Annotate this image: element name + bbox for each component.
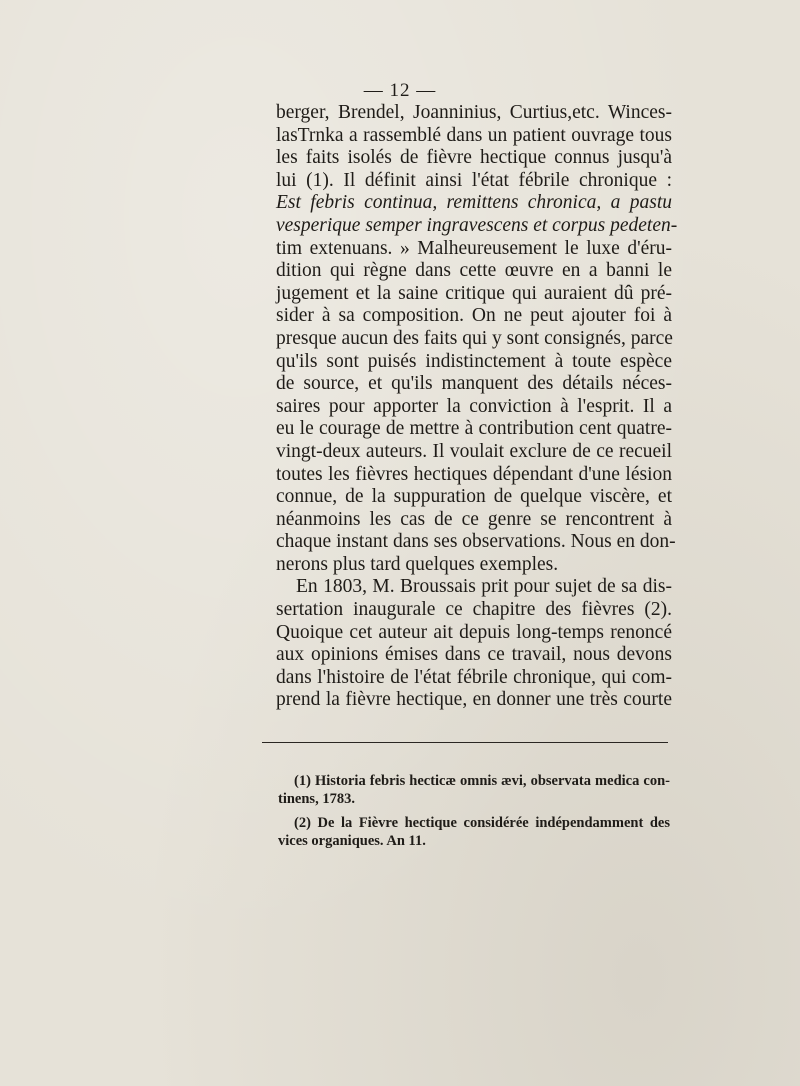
text-line: vingt-deux auteurs. Il voulait exclure de ce recueil <box>276 440 672 462</box>
text-line: sider à sa composition. On ne peut ajouter foi à <box>276 305 672 327</box>
text-line: En 1803, M. Broussais prit pour sujet de sa dis- <box>296 576 672 598</box>
text-line: eu le courage de mettre à contribution cent quatre- <box>276 418 672 440</box>
latin-quote-line: vesperique semper ingravescens et corpus pedeten- <box>276 214 678 236</box>
text-line: de source, et qu'ils manquent des détails néces- <box>276 373 672 395</box>
text-line: jugement et la saine critique qui auraient dû pré- <box>276 282 672 304</box>
text-line: connue, de la suppuration de quelque viscère, et <box>276 486 672 508</box>
footnote-1-continued: tinens, 1783. <box>278 791 355 807</box>
text-line: aux opinions émises dans ce travail, nous devons <box>276 644 672 666</box>
text-line: nerons plus tard quelques exemples. <box>276 553 559 575</box>
text-line: prend la fièvre hectique, en donner une très courte <box>276 689 672 711</box>
text-line: néanmoins les cas de ce genre se rencontrent à <box>276 508 672 530</box>
text-line: dans l'histoire de l'état fébrile chronique, qui com- <box>276 666 672 688</box>
text-line: saires pour apporter la conviction à l'esprit. Il a <box>276 395 672 417</box>
text-line: presque aucun des faits qui y sont consignés, parce <box>276 327 673 349</box>
text-line: berger, Brendel, Joanninius, Curtius,etc. Winces- <box>276 102 672 123</box>
text-line: chaque instant dans ses observations. Nous en don- <box>276 531 676 553</box>
text-line: dition qui règne dans cette œuvre en a banni le <box>276 260 672 282</box>
latin-quote-line: Est febris continua, remittens chronica, a pastu <box>276 192 672 214</box>
footnote-2: (2) De la Fièvre hectique considérée indépendamment des <box>294 815 670 831</box>
text-line: tim extenuans. » Malheureusement le luxe d'éru- <box>276 237 672 259</box>
footnotes <box>278 772 670 850</box>
text-line: lui (1). Il définit ainsi l'état fébrile chronique : <box>276 169 672 191</box>
main-text <box>276 102 678 712</box>
text-line: toutes les fièvres hectiques dépendant d'une lésion <box>276 463 672 485</box>
text-line: qu'ils sont puisés indistinctement à toute espèce <box>276 350 672 372</box>
footnote-1: (1) Historia febris hecticæ omnis ævi, observata medica con- <box>294 773 670 789</box>
text-line: les faits isolés de fièvre hectique connus jusqu'à <box>276 147 672 169</box>
page-number: — 12 — <box>363 80 437 101</box>
footnote-2-continued: vices organiques. An 11. <box>278 833 426 849</box>
text-line: Quoique cet auteur ait depuis long-temps renoncé <box>276 621 672 643</box>
text-line: sertation inaugurale ce chapitre des fièvres (2). <box>276 599 672 621</box>
text-line: lasTrnka a rassemblé dans un patient ouvrage tous <box>276 124 672 146</box>
footnote-separator <box>262 742 668 743</box>
